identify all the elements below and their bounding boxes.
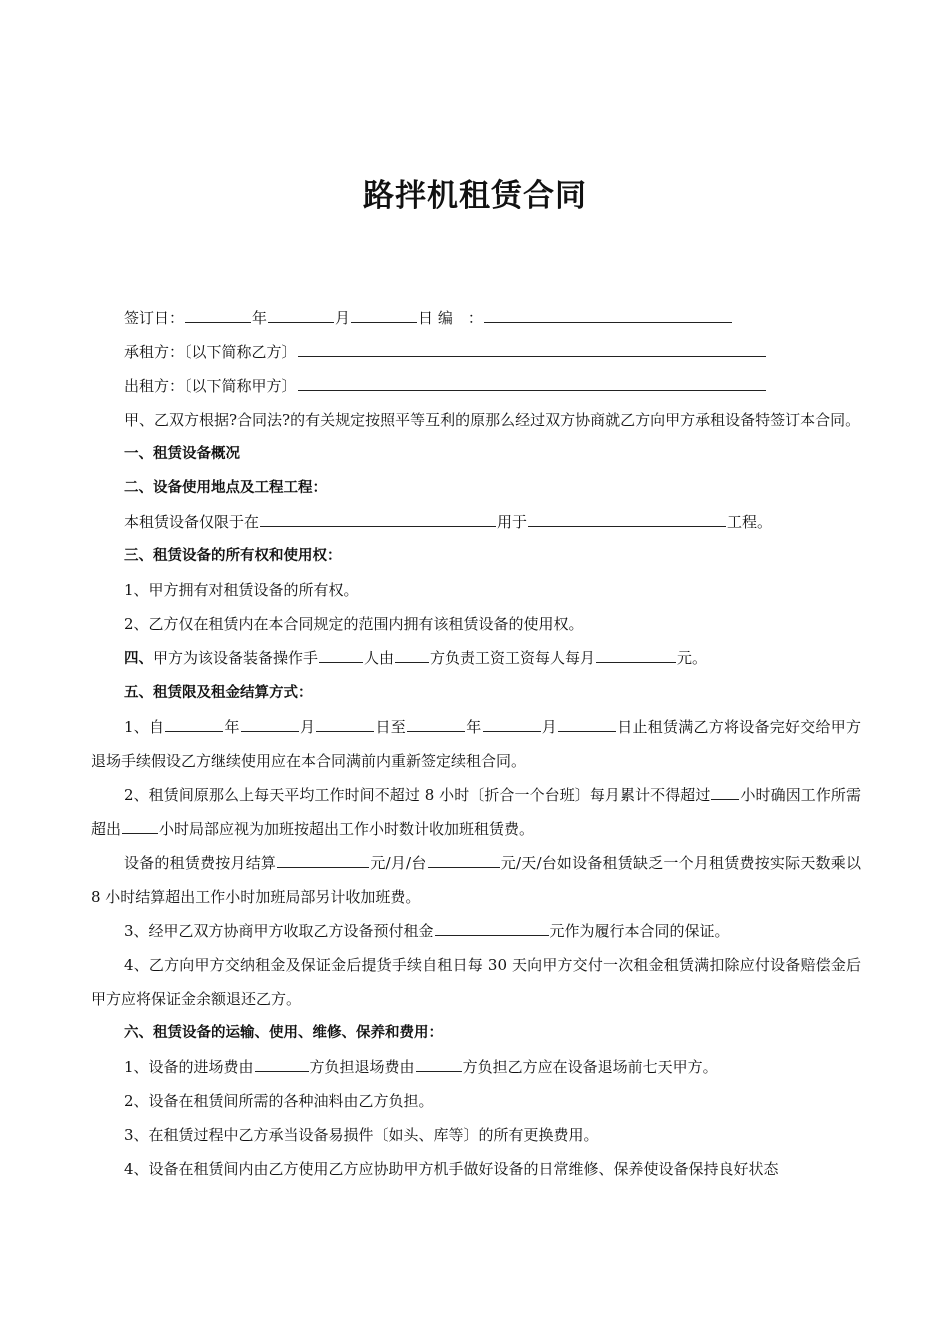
monthly-rent-blank <box>277 852 369 868</box>
overtime-hours-blank <box>122 818 158 834</box>
start-year-blank <box>165 716 223 732</box>
contract-body <box>91 301 861 1186</box>
page-title: 路拌机租赁合同 <box>363 178 587 214</box>
project-blank <box>528 511 726 527</box>
month-label: 月 <box>335 309 351 327</box>
entry-fee-label: 1、设备的进场费由 <box>124 1058 254 1076</box>
section2-heading: 二、设备使用地点及工程工程： <box>124 480 327 496</box>
end-month-label: 月 <box>541 718 558 736</box>
wage-unit: 元。 <box>677 649 708 667</box>
daily-rent-text: 元/天/台如设备租赁缺乏一个月租赁费按实际天数乘以 8 小时结算超出工作小时加班局部另计收加班费。 <box>91 854 861 906</box>
sign-date-line <box>91 301 861 335</box>
wage-blank <box>596 647 676 663</box>
start-month-blank <box>241 716 299 732</box>
section5-heading: 五、租赁限及租金结算方式： <box>124 685 313 701</box>
section6-item4: 4、设备在租赁间内由乙方使用乙方应协助甲方机手做好设备的日常维修、保养使设备保持良好状态 <box>124 1160 779 1178</box>
wage-label: 方负责工资工资每人每月 <box>430 649 596 667</box>
exit-notice-text: 方负担乙方应在设备退场前七天甲方。 <box>462 1058 718 1076</box>
daily-rent-blank <box>428 852 500 868</box>
section6-item1 <box>91 1050 861 1084</box>
section6-item3: 3、在租赁过程中乙方承当设备易损件〔如头、库等〕的所有更换费用。 <box>124 1126 599 1144</box>
deposit-blank <box>435 920 549 936</box>
lessee-blank <box>298 341 766 357</box>
section3-heading: 三、租赁设备的所有权和使用权： <box>124 548 342 564</box>
lessee-line <box>91 335 861 369</box>
overtime-text: 小时确因工作所需超出 <box>91 786 861 838</box>
day-blank <box>351 307 417 323</box>
monthly-hours-blank <box>711 784 739 800</box>
day-label: 日 <box>418 309 434 327</box>
deposit-label: 3、经甲乙双方协商甲方收取乙方设备预付租金 <box>124 922 434 940</box>
deposit-text: 元作为履行本合同的保证。 <box>549 922 730 940</box>
lessee-label: 承租方：〔以下简称乙方〕 <box>124 343 297 361</box>
section2-location-line <box>91 505 861 539</box>
section5-item4: 4、乙方向甲方交纳租金及保证金后提货手续自租日每 30 天向甲方交付一次租金租赁满扣除应付设备赔偿金后甲方应将保证金余额退还乙方。 <box>91 956 861 1008</box>
overtime-fee-text: 小时局部应视为加班按超出工作小时数计收加班租赁费。 <box>159 820 535 838</box>
section5-item2 <box>91 778 861 846</box>
code-blank <box>484 307 732 323</box>
section4-heading: 四、 <box>124 651 153 667</box>
end-year-blank <box>407 716 465 732</box>
section6-heading: 六、租赁设备的运输、使用、维修、保养和费用： <box>124 1025 443 1041</box>
to-label: 日至 <box>375 718 407 736</box>
lessor-label: 出租方：〔以下简称甲方〕 <box>124 377 297 395</box>
section5-rent <box>91 846 861 914</box>
operator-count-blank <box>319 647 363 663</box>
start-day-blank <box>316 716 374 732</box>
term-text: 日止租赁满乙方将设备完好交给甲方退场手续假设乙方继续使用应在本合同满前内重新签定续租合同。 <box>91 718 861 770</box>
section1-heading: 一、租赁设备概况 <box>124 446 240 462</box>
year-blank <box>185 307 251 323</box>
section3-item2: 2、乙方仅在租赁内在本合同规定的范围内拥有该租赁设备的使用权。 <box>124 615 584 633</box>
from-label: 1、自 <box>124 718 165 736</box>
month-blank <box>268 307 334 323</box>
hours-text: 2、租赁间原那么上每天平均工作时间不超过 8 小时〔折合一个台班〕每月累计不得超过 <box>124 786 711 804</box>
end-day-blank <box>558 716 616 732</box>
purpose-label: 用于 <box>497 513 528 531</box>
sign-date-label: 签订日： <box>124 309 185 327</box>
location-label: 本租赁设备仅限于在 <box>124 513 260 531</box>
party-label: 人由 <box>364 649 395 667</box>
party-blank <box>395 647 429 663</box>
start-year-label: 年 <box>224 718 240 736</box>
section5-item1 <box>91 710 861 778</box>
end-year-label: 年 <box>466 718 482 736</box>
entry-fee-blank <box>255 1056 309 1072</box>
intro-paragraph: 甲、乙双方根据?合同法?的有关规定按照平等互利的原那么经过双方协商就乙方向甲方承租设备特签订本合同。 <box>124 411 861 429</box>
monthly-rent-unit: 元/月/台 <box>370 854 427 872</box>
section3-item1: 1、甲方拥有对租赁设备的所有权。 <box>124 581 359 599</box>
start-month-label: 月 <box>299 718 316 736</box>
project-suffix: 工程。 <box>727 513 773 531</box>
lessor-line <box>91 369 861 403</box>
code-label: 编 ： <box>437 309 483 327</box>
lessor-blank <box>298 375 766 391</box>
exit-fee-blank <box>416 1056 462 1072</box>
section6-item2: 2、设备在租赁间所需的各种油料由乙方负担。 <box>124 1092 434 1110</box>
end-month-blank <box>483 716 541 732</box>
year-label: 年 <box>252 309 268 327</box>
location-blank <box>260 511 496 527</box>
operator-label: 甲方为该设备装备操作手 <box>153 649 319 667</box>
rent-label: 设备的租赁费按月结算 <box>124 854 277 872</box>
section4-line <box>91 641 861 676</box>
exit-fee-label: 方负担退场费由 <box>309 1058 415 1076</box>
section5-item3 <box>91 914 861 948</box>
